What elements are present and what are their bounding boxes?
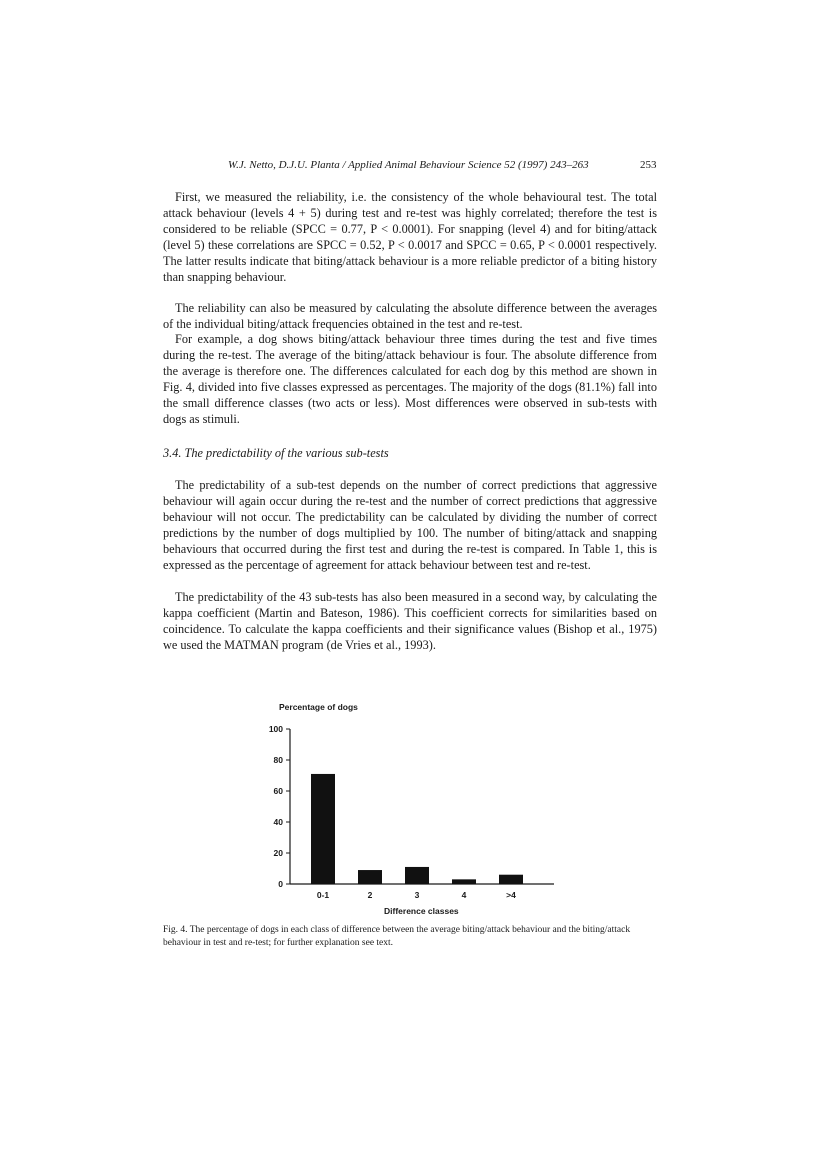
chart-y-axis-label: Percentage of dogs — [279, 702, 358, 712]
paragraph-kappa — [163, 590, 657, 654]
paragraph-text: The reliability can also be measured by calculating the absolute difference between the averages of the individual biting/attack frequencies obtained in the test and re-test. — [163, 301, 657, 331]
section-heading: 3.4. The predictability of the various sub-tests — [163, 446, 389, 460]
bar — [499, 875, 523, 884]
paragraph-text: First, we measured the reliability, i.e. the consistency of the whole behavioural test. The total attack behaviour (levels 4 + 5) during test and re-test was highly correlated; therefore the test is considered to be reliable (SPCC = 0.77, P < 0.0001). For snapping (level 4) and for biting/attack (level 5) these correlations are SPCC = 0.52, P < 0.0017 and SPCC = 0.65, P < 0.0001 respectively. The latter results indicate that biting/attack behaviour is a more reliable predictor of a biting history than snapping behaviour. — [163, 190, 657, 284]
running-header: W.J. Netto, D.J.U. Planta / Applied Animal Behaviour Science 52 (1997) 243–263 — [228, 159, 589, 171]
y-tick-label: 100 — [268, 724, 283, 734]
x-tick-label: 4 — [461, 890, 467, 900]
paragraph-absolute-difference — [163, 301, 657, 333]
x-tick-label: 2 — [367, 890, 373, 900]
paragraph-text: The predictability of a sub-test depends on the number of correct predictions that aggressive behaviour will again occur during the re-test and the number of correct predictions that aggressive behaviour will not occur. The predictability can be calculated by dividing the number of correct predictions by the number of dogs multiplied by 100. The number of biting/attack and snapping behaviours that occurred during the first test and during the re-test is compared. In Table 1, this is expressed as the percentage of agreement for attack behaviour between test and re-test. — [163, 478, 657, 572]
y-tick-label: 80 — [273, 755, 283, 765]
page-number: 253 — [640, 159, 657, 171]
chart-x-axis-label: Difference classes — [384, 906, 459, 916]
y-tick-label: 40 — [273, 817, 283, 827]
bar — [405, 867, 429, 884]
paragraph-predictability — [163, 478, 657, 573]
bar — [358, 870, 382, 884]
x-tick-label: 0-1 — [316, 890, 330, 900]
paragraph-text: The predictability of the 43 sub-tests has also been measured in a second way, by calculating the kappa coefficient (Martin and Bateson, 1986). This coefficient corrects for similarities based on coincidence. To calculate the kappa coefficients and their significance values (Bishop et al., 1975) we used the MATMAN program (de Vries et al., 1993). — [163, 590, 657, 652]
paragraph-text: For example, a dog shows biting/attack behaviour three times during the test and five times during the re-test. The average of the biting/attack behaviour is four. The absolute difference from the average is therefore one. The differences calculated for each dog by this method are shown in Fig. 4, divided into five classes expressed as percentages. The majority of the dogs (81.1%) fall into the small difference classes (two acts or less). Most differences were observed in sub-tests with dogs as stimuli. — [163, 332, 657, 426]
y-tick-label: 20 — [273, 848, 283, 858]
y-tick-label: 0 — [278, 879, 283, 889]
x-tick-label: 3 — [414, 890, 420, 900]
figure-caption: Fig. 4. The percentage of dogs in each class of difference between the average biting/attack behaviour and the biting/attack behaviour in test and re-test; for further explanation see text. — [163, 925, 631, 948]
bar — [452, 879, 476, 884]
paragraph-example — [163, 332, 657, 427]
bar — [311, 774, 335, 884]
paragraph-reliability — [163, 190, 657, 285]
y-tick-label: 60 — [273, 786, 283, 796]
x-tick-label: >4 — [506, 890, 516, 900]
